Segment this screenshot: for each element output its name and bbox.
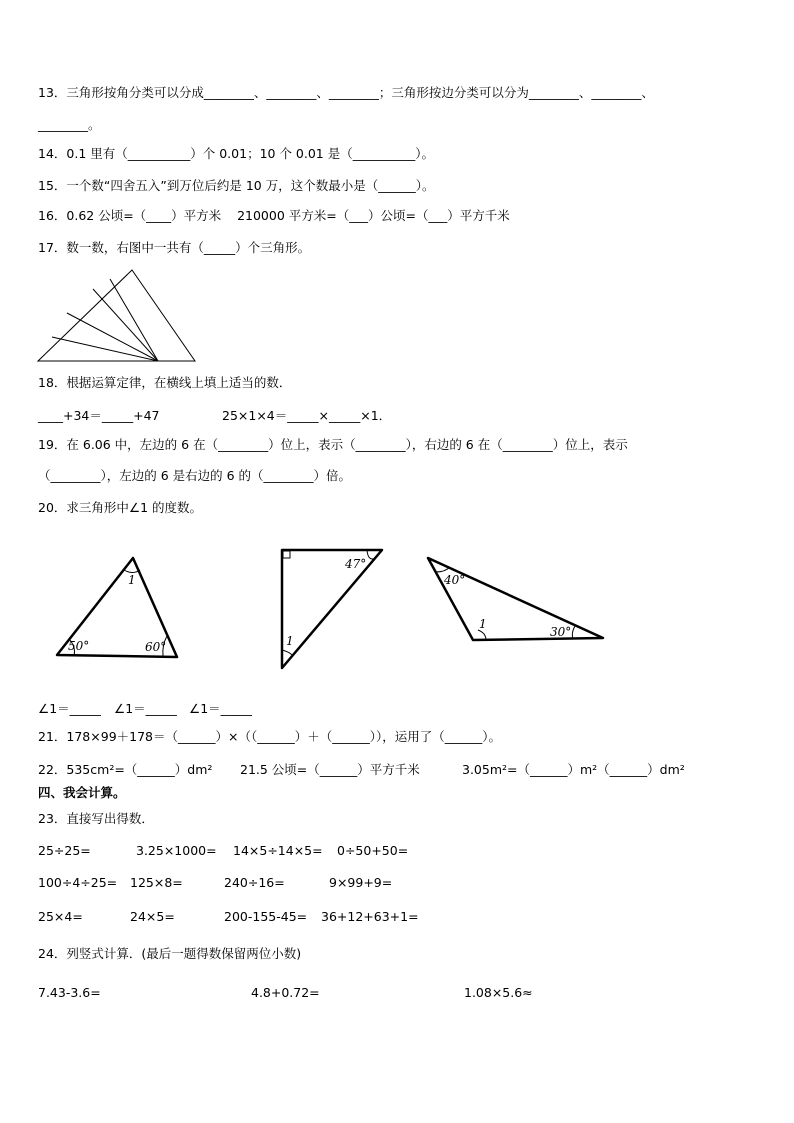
q20-answer-1: ∠1＝_____ [38, 701, 101, 716]
q23-r1-c3: 14×5÷14×5= [233, 843, 323, 858]
tri3-label-30: 30° [550, 625, 572, 639]
q23-r2-c2: 125×8= [130, 875, 183, 890]
q23-r3-c2: 24×5= [130, 909, 175, 924]
q18-part2: 25×1×4＝_____×_____×1． [222, 408, 392, 423]
q13-line1: 13．三角形按角分类可以分成________、________、________；三角形按边分类可以分为________、________、 [38, 85, 654, 100]
q22-b: 21.5 公顷=（______）平方千米 [240, 762, 420, 777]
section-4-heading: 四、我会计算。 [38, 785, 126, 800]
tri3-angle-1-arc [478, 630, 486, 640]
q19-line2: （________），左边的 6 是右边的 6 的（________）倍。 [38, 468, 352, 483]
q20-answer-3: ∠1＝_____ [189, 701, 252, 716]
q20: 20．求三角形中∠1 的度数。 [38, 500, 203, 515]
q22-a: 22．535cm²=（______）dm² [38, 762, 213, 777]
q23-r2-c1: 100÷4÷25= [38, 875, 118, 890]
q23-r1-c2: 3.25×1000= [136, 843, 217, 858]
q23-r3-c3: 200-155-45= [224, 909, 308, 924]
q13-line2: ________。 [38, 117, 101, 132]
tri2-label-47: 47° [345, 557, 367, 571]
q23-r1-c4: 0÷50+50= [337, 843, 409, 858]
q23-r2-c4: 9×99+9= [329, 875, 393, 890]
q24-item-2: 4.8+0.72= [251, 985, 320, 1000]
q17: 17．数一数，右图中一共有（_____）个三角形。 [38, 240, 311, 255]
q15: 15．一个数“四舍五入”到万位后约是 10 万，这个数最小是（______）。 [38, 178, 435, 193]
q24-item-3: 1.08×5.6≈ [464, 985, 533, 1000]
tri2-right-angle-mark [283, 551, 290, 558]
q24-item-1: 7.43-3.6= [38, 985, 101, 1000]
tri3-label-1: 1 [479, 617, 487, 631]
q23: 23．直接写出得数． [38, 811, 154, 826]
tri1-label-1: 1 [128, 573, 136, 587]
q24: 24．列竖式计算．(最后一题得数保留两位小数) [38, 946, 302, 961]
tri1-label-60: 60° [145, 640, 167, 654]
tri3-angle-30-arc [572, 626, 575, 639]
q14: 14．0.1 里有（__________）个 0.01；10 个 0.01 是（__________）。 [38, 146, 434, 161]
q16: 16．0.62 公顷=（____）平方米 210000 平方米=（___）公顷=（___）平方千米 [38, 208, 510, 223]
tri2-label-1: 1 [286, 634, 294, 648]
q19-line1: 19．在 6.06 中，左边的 6 在（________）位上，表示（________），右边的 6 在（________）位上，表示 [38, 437, 628, 452]
q18-part1: ____+34＝_____+47 [38, 408, 160, 423]
q23-r1-c1: 25÷25= [38, 843, 91, 858]
triangle-3 [428, 558, 603, 640]
q23-r3-c1: 25×4= [38, 909, 83, 924]
q23-r3-c4: 36+12+63+1= [321, 909, 419, 924]
q23-r2-c3: 240÷16= [224, 875, 285, 890]
q22-c: 3.05m²=（______）m²（______）dm² [462, 762, 685, 777]
tri3-label-40: 40° [444, 573, 466, 587]
q21: 21．178×99＋178＝（______）×（（______）＋（______）），运用了（______）。 [38, 729, 501, 744]
q18: 18．根据运算定律，在横线上填上适当的数． [38, 375, 292, 390]
q20-answer-2: ∠1＝_____ [114, 701, 177, 716]
triangle-2 [282, 550, 382, 668]
tri1-label-50: 50° [68, 639, 90, 653]
